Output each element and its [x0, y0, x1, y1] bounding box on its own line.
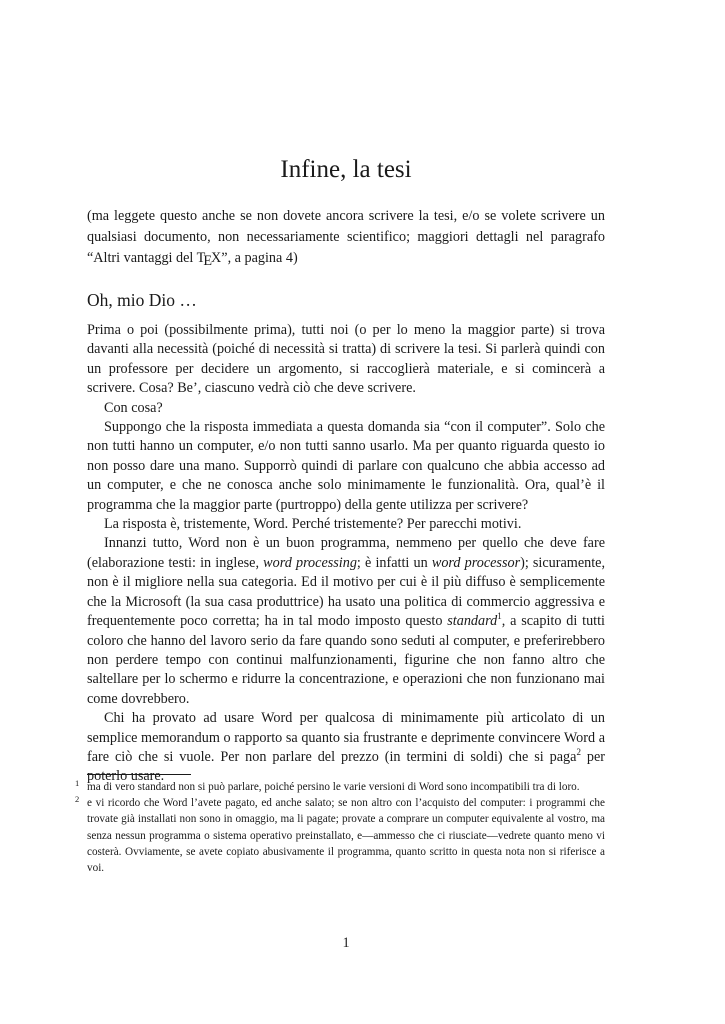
footnote-text-1: ma di vero standard non si può parlare, poiché persino le varie versioni di Word sono incompatibili tra di loro. [87, 781, 580, 793]
paragraph-2: Con cosa? [104, 399, 163, 416]
paragraph-3: Suppongo che la risposta immediata a questa domanda sia “con il computer”. Solo che non tutti hanno un computer, e/o non tutti sanno usarlo. Ma per quanto riguarda questo io non posso dare una mano. Supporrò quindi di parlare con qualcuno che abbia accesso ad un computer, e che ne conosca anche solo minimamente le funzionalità. Ora, qual’è il programma che la maggior parte (purtroppo) della gente utilizza per scrivere? [87, 419, 605, 513]
footnote-2 [75, 794, 605, 876]
emphasis-word-processor: word processor [431, 554, 521, 571]
paragraph-5-text: ); sicuramente, non è il migliore nella sua categoria. Ed il motivo per cui è il più diffuso è semplicemente che la Microsoft (la sua casa produttrice) ha usato una politica di commercio aggressiva e frequentemente poco corretta; ha in tal modo imposto questo [87, 554, 606, 630]
emphasis-standard: standard [447, 613, 498, 630]
tex-logo-t: T [196, 250, 206, 267]
paragraph-5-text: , a scapito di tutti coloro che hanno del lavoro serio da fare quando sono seduti al computer, e preferirebbero non perdere tempo con continui malfunzionamenti, figurine che non fanno altro che saltellare per lo schermo e ridurre la concentrazione, e operazioni che non funzionano mai come dovrebbero. [87, 613, 605, 707]
footnote-1 [75, 778, 605, 795]
emphasis-word-processing: word processing [263, 554, 357, 571]
tex-logo-x: X [211, 250, 222, 267]
footnote-mark-1: 1 [75, 778, 80, 788]
paragraph-6 [87, 709, 605, 787]
page-number: 1 [342, 935, 350, 951]
paragraph-5 [87, 534, 605, 709]
paragraph-4: La risposta è, tristemente, Word. Perché tristemente? Per parecchi motivi. [104, 516, 522, 533]
paragraph-5-text: Innanzi tutto, Word non è un buon programma, nemmeno per quello che deve fare (elaborazione testi: in inglese, [87, 535, 605, 571]
abstract-text-end: ”, a pagina 4) [221, 250, 298, 267]
page-title: Infine, la tesi [280, 156, 412, 183]
footnote-ref-1[interactable]: 1 [497, 611, 502, 622]
document-page [75, 0, 606, 1024]
footnote-mark-2: 2 [75, 794, 80, 805]
abstract-text-start: (ma leggete questo anche se non dovete ancora scrivere la tesi, e/o se volete scrivere un qualsiasi documento, non necessariamente scientifico; maggiori dettagli nel paragrafo “Altri vantaggi del [87, 208, 605, 267]
tex-logo [196, 250, 222, 270]
footnote-text-2: e vi ricordo che Word l’avete pagato, ed anche salato; se non altro con l’acquisto del computer: i programmi che trovate già installati non sono in omaggio, ma li pagate; provate a comprare un computer equivalente al vostro, ma senza nessun programma o sistema operativo preinstallato, e—ammesso che ci riusciate—vedrete quanto meno vi costerà. Ovviamente, se avete copiato abusivamente il programma, quanto scritto in questa nota non si riferisce a voi. [87, 797, 605, 875]
paragraph-6-text: per poterlo usare. [87, 748, 605, 785]
footnote-ref-2[interactable]: 2 [576, 746, 581, 757]
footnotes [75, 778, 605, 876]
paragraph-5-text: ; è infatti un [356, 554, 432, 571]
tex-logo-e: E [203, 253, 213, 270]
paragraph-1: Prima o poi (possibilmente prima), tutti noi (o per lo meno la maggior parte) si trova davanti alla necessità (poiché di necessità si tratta) di scrivere la tesi. Si parlerà quindi con un professore per decidere un argomento, si raccoglierà materiale, e si comincerà a scrivere. Cosa? Be’, ciascuno vedrà ciò che deve scrivere. [87, 322, 605, 397]
abstract-paragraph [87, 206, 605, 270]
body-text [87, 321, 605, 787]
section-heading: Oh, mio Dio … [87, 290, 197, 310]
footnote-divider [87, 774, 191, 775]
paragraph-6-text: Chi ha provato ad usare Word per qualcosa di minimamente più articolato di un semplice memorandum o rapporto sa quanto sia frustrante e deprimente convincere Word a fare ciò che si vuole. Per non parlare del prezzo (in termini di soldi) che si paga [87, 710, 605, 765]
